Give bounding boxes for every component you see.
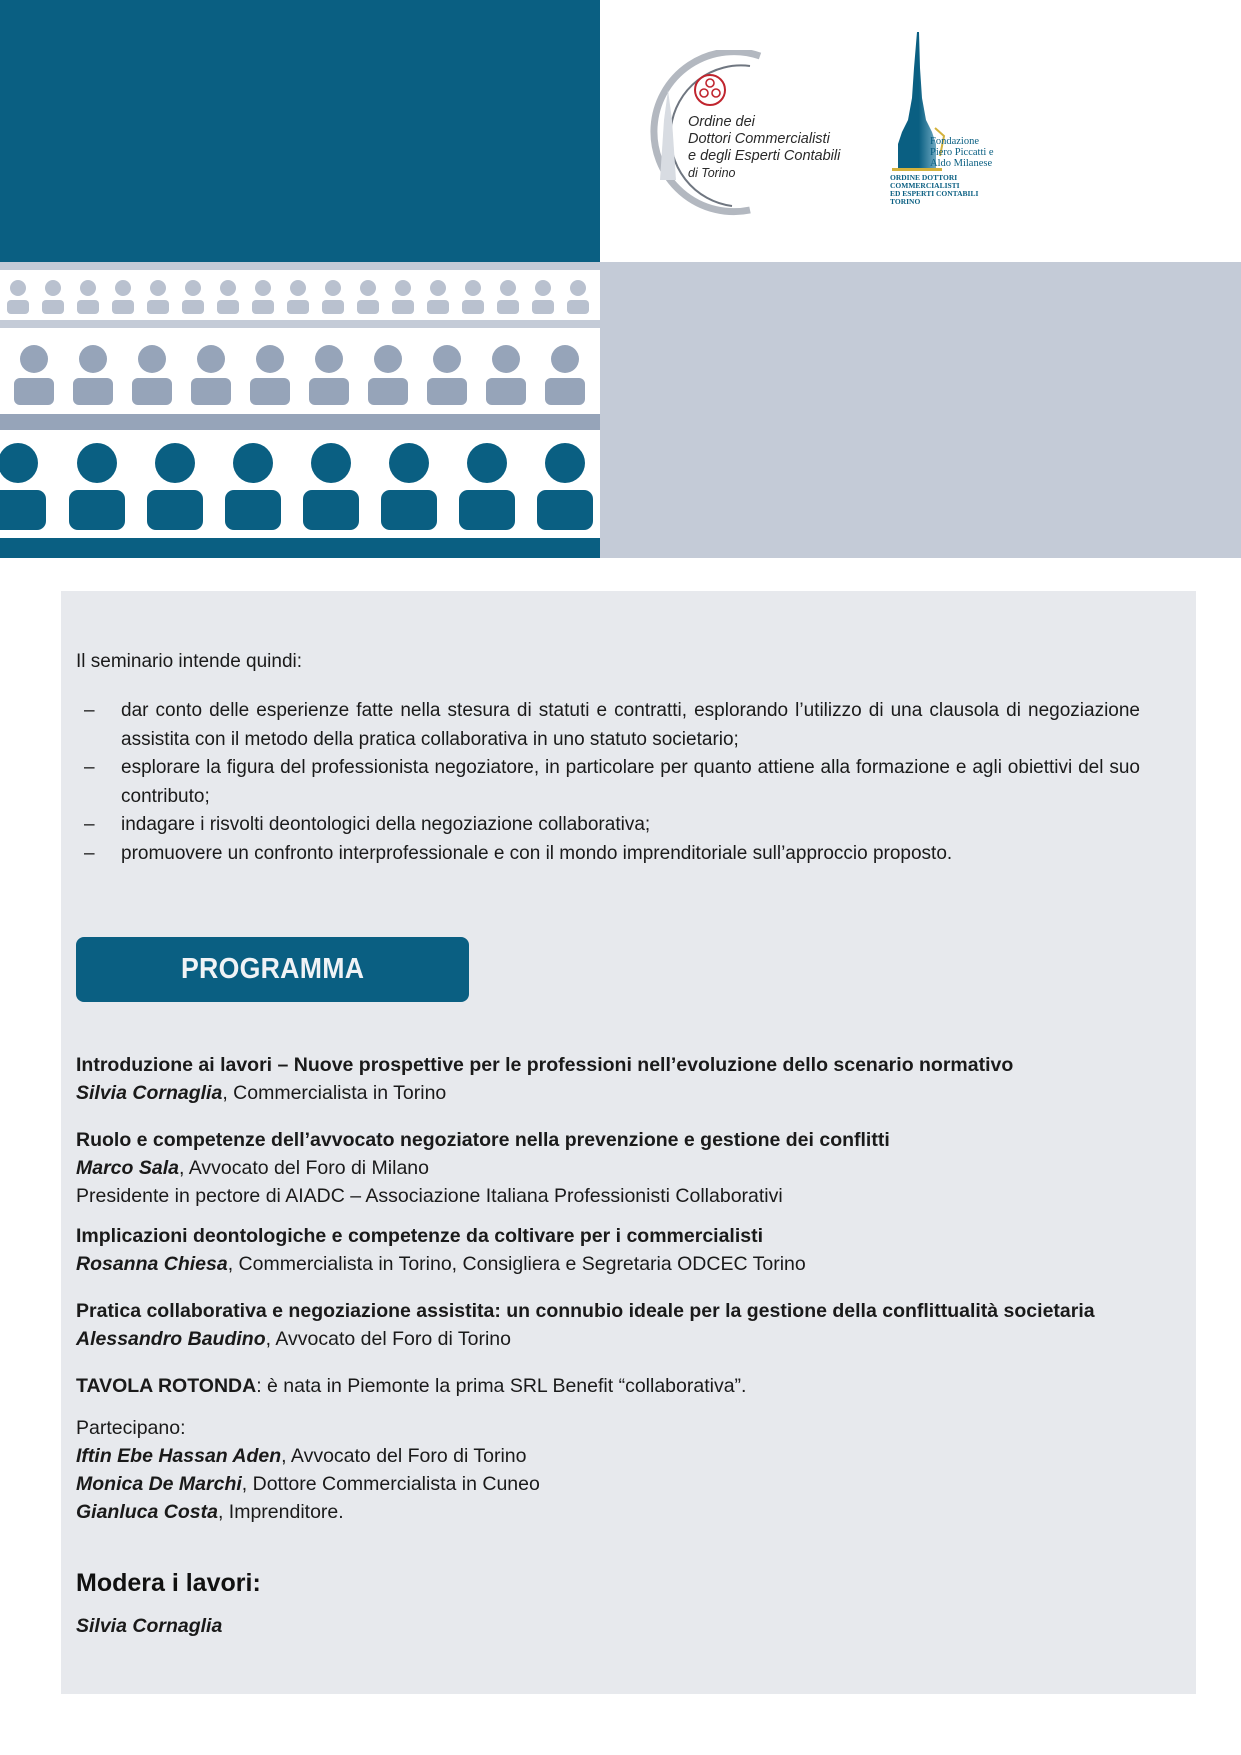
list-item — [76, 811, 1140, 840]
program-item-speaker-line — [76, 1154, 1186, 1182]
program-item-title: Pratica collaborativa e negoziazione assistita: un connubio ideale per la gestione della conflittualità societaria — [76, 1300, 1095, 1322]
list-item — [76, 754, 1140, 811]
list-item-text: indagare i risvolti deontologici della negoziazione collaborativa; — [121, 814, 651, 835]
odcec-logo-text — [688, 114, 840, 182]
header-blue-panel — [0, 0, 600, 262]
bullet-dash: – — [84, 700, 95, 721]
odcec-line-3: e degli Esperti Contabili — [688, 148, 841, 164]
speaker-role: , Avvocato del Foro di Milano — [178, 1157, 429, 1179]
program-item-speaker-line — [76, 1250, 1186, 1278]
odcec-line-2: Dottori Commercialisti — [688, 131, 830, 147]
speaker-name: Rosanna Chiesa — [76, 1253, 228, 1275]
program-item-title: Ruolo e competenze dell’avvocato negoziatore nella prevenzione e gestione dei conflitti — [76, 1129, 890, 1151]
program-item-speaker-line — [76, 1325, 1186, 1353]
partecipano-label: Partecipano: — [76, 1417, 186, 1439]
speaker-extra-role: Presidente in pectore di AIADC – Associazione Italiana Professionisti Collaborativi — [76, 1185, 783, 1207]
speaker-name: Marco Sala — [76, 1157, 179, 1179]
list-item — [76, 840, 1140, 869]
fondazione-line-1: Fondazione — [930, 136, 979, 147]
moderator-heading: Modera i lavori: — [76, 1569, 261, 1597]
objectives-list — [76, 697, 1140, 868]
participant-role: , Avvocato del Foro di Torino — [281, 1445, 527, 1467]
tavola-rotonda — [76, 1372, 1186, 1400]
fondazione-logo — [880, 28, 1010, 218]
odcec-line-1: Ordine dei — [688, 114, 755, 130]
program-item — [76, 1297, 1186, 1353]
program-item-title: Introduzione ai lavori – Nuove prospettive per le professioni nell’evoluzione dello scenario normativo — [76, 1054, 1014, 1076]
bullet-dash: – — [84, 757, 95, 778]
speaker-role: , Commercialista in Torino — [222, 1082, 447, 1104]
programma-banner — [76, 937, 469, 1002]
audience-illustration — [0, 262, 600, 558]
fondazione-line-2: Piero Piccatti e — [930, 147, 994, 158]
list-item-text: esplorare la figura del professionista negoziatore, in particolare per quanto attiene alla formazione e agli obiettivi del suo contributo; — [121, 757, 1140, 807]
fondazione-small-2: COMMERCIALISTI — [890, 181, 960, 190]
programma-label: PROGRAMMA — [180, 953, 365, 985]
list-item-text: dar conto delle esperienze fatte nella stesura di statuti e contratti, esplorando l’utilizzo di una clausola di negoziazione assistita con il metodo della pratica collaborativa in uno statuto societario; — [121, 700, 1140, 750]
participant — [76, 1470, 1186, 1498]
participant-name: Monica De Marchi — [76, 1473, 242, 1495]
speaker-name: Alessandro Baudino — [76, 1328, 266, 1350]
bullet-dash: – — [84, 842, 95, 864]
program-item — [76, 1051, 1186, 1107]
intro-text: Il seminario intende quindi: — [76, 651, 303, 672]
moderator-name: Silvia Cornaglia — [76, 1615, 223, 1637]
list-item-text: promuovere un confronto interprofessionale e con il mondo imprenditoriale sull’approccio proposto. — [121, 842, 953, 864]
program-item-speaker-line — [76, 1079, 1186, 1107]
participant — [76, 1498, 1186, 1526]
speaker-role: , Avvocato del Foro di Torino — [265, 1328, 511, 1350]
odcec-line-4: di Torino — [688, 166, 736, 180]
participant — [76, 1442, 1186, 1470]
program-item — [76, 1222, 1186, 1278]
header-gray-panel — [600, 262, 1241, 558]
tavola-rotonda-label: TAVOLA ROTONDA — [76, 1375, 257, 1397]
bullet-dash: – — [84, 814, 95, 835]
odcec-torino-logo — [620, 50, 870, 220]
participant-name: Iftin Ebe Hassan Aden — [76, 1445, 282, 1467]
fondazione-small-4: TORINO — [890, 197, 921, 206]
participant-role: , Dottore Commercialista in Cuneo — [241, 1473, 540, 1495]
tavola-rotonda-text: : è nata in Piemonte la prima SRL Benefit “collaborativa”. — [256, 1375, 747, 1397]
list-item — [76, 697, 1140, 754]
speaker-name: Silvia Cornaglia — [76, 1082, 223, 1104]
participant-name: Gianluca Costa — [76, 1501, 218, 1523]
fondazione-small-3: ED ESPERTI CONTABILI — [890, 189, 979, 198]
speaker-role: , Commercialista in Torino, Consigliera e Segretaria ODCEC Torino — [227, 1253, 806, 1275]
partecipano-block — [76, 1414, 1186, 1526]
participant-role: , Imprenditore. — [217, 1501, 344, 1523]
fondazione-small-1: ORDINE DOTTORI — [890, 173, 958, 182]
fondazione-logo-text — [930, 136, 994, 169]
program-item — [76, 1126, 1186, 1210]
program-item-title: Implicazioni deontologiche e competenze da coltivare per i commercialisti — [76, 1225, 764, 1247]
fondazione-small-text — [890, 174, 978, 206]
fondazione-line-3: Aldo Milanese — [930, 158, 993, 169]
